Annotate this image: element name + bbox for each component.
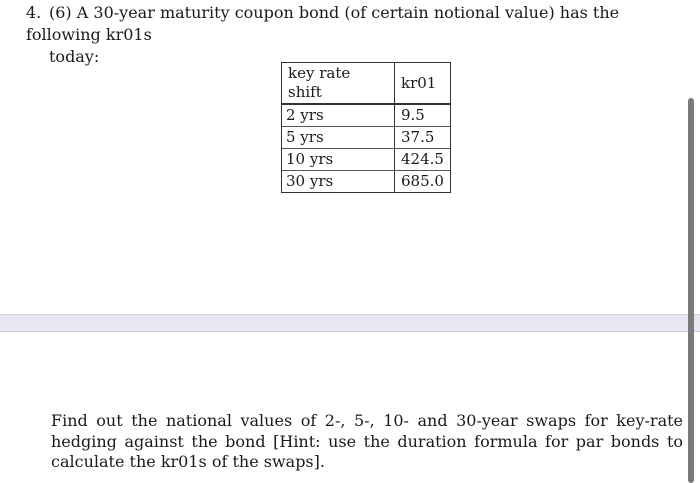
table-cell-kr01: 424.5	[395, 148, 450, 170]
question-line-1	[26, 2, 686, 46]
question-number: 4.	[26, 3, 42, 22]
table-row	[282, 170, 450, 192]
table-header-row	[282, 63, 450, 105]
table-cell-shift: 30 yrs	[282, 170, 395, 192]
table-cell-kr01: 685.0	[395, 170, 450, 192]
question-text-line-1: (6) A 30-year maturity coupon bond (of certain notional value) has the following kr01s	[26, 3, 620, 44]
page-separator-band	[0, 314, 700, 332]
table-cell-kr01: 37.5	[395, 126, 450, 148]
kr01-table	[281, 62, 451, 193]
table-cell-shift: 10 yrs	[282, 148, 395, 170]
table-header-key-rate-shift: key rate shift	[282, 63, 395, 105]
vertical-scrollbar[interactable]	[688, 98, 694, 483]
question-text-line-2: today:	[49, 47, 100, 66]
question-header	[26, 2, 686, 68]
task-paragraph: Find out the national values of 2-, 5-, 10- and 30-year swaps for key-rate hedging against the bond [Hint: use the duration formula for par bonds to calculate the kr01s of the swaps].	[51, 411, 683, 471]
table-cell-kr01: 9.5	[401, 106, 425, 124]
table-header-kr01: kr01	[395, 63, 450, 105]
table-row	[282, 148, 450, 170]
table-cell-shift: 2 yrs	[282, 105, 395, 126]
table-row	[282, 126, 450, 148]
table-row	[282, 105, 450, 126]
table-cell-shift: 5 yrs	[282, 126, 395, 148]
